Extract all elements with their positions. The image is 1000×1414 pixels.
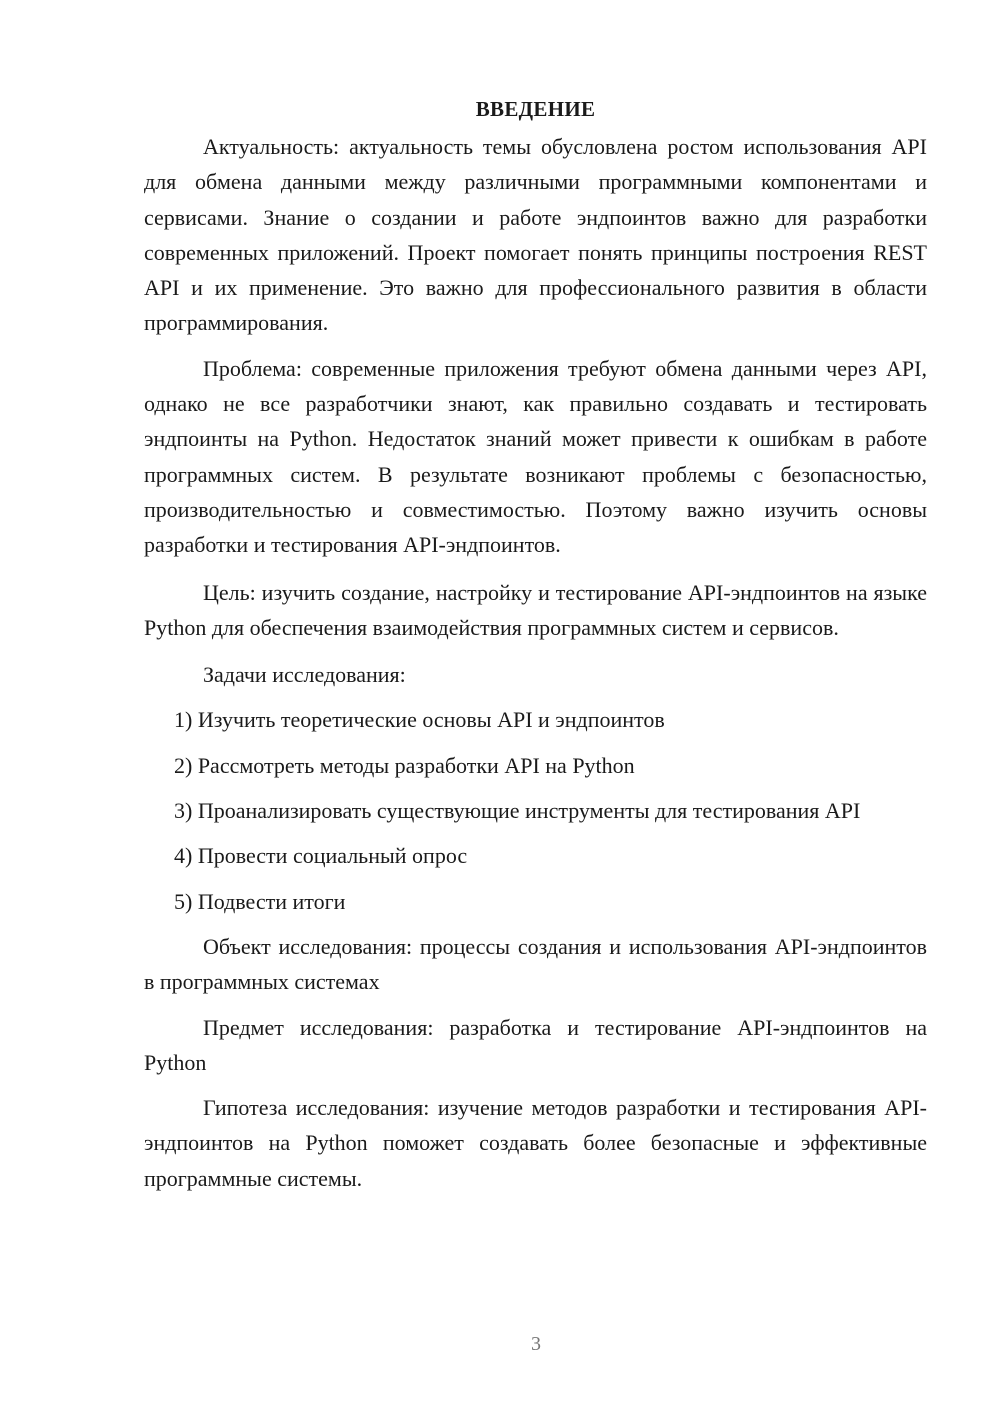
- tasks-heading: Задачи исследования:: [203, 662, 406, 688]
- list-item: 5) Подвести итоги: [174, 888, 346, 914]
- paragraph-problem: Проблема: современные приложения требуют обмена данными через API, однако не все разработчики знают, как правильно создавать и тестировать эндпоинты на Python. Недостаток знаний может привести к ошибкам в работе программных систем. В результате возникают проблемы с безопасностью, производительностью и совместимостью. Поэтому важно изучить основы разработки и тестирования API-эндпоинтов.: [144, 355, 927, 558]
- page-number: 3: [531, 1333, 541, 1355]
- paragraph-relevance: Актуальность: актуальность темы обусловлена ростом использования API для обмена данными между различными программными компонентами и сервисами. Знание о создании и работе эндпоинтов важно для разработки современных приложений. Проект помогает понять принципы построения REST API и их применение. Это важно для профессионального развития в области программирования.: [144, 134, 927, 336]
- list-item: 1) Изучить теоретические основы API и эндпоинтов: [174, 707, 665, 733]
- list-item: 3) Проанализировать существующие инструменты для тестирования API: [174, 798, 861, 824]
- list-item: 2) Рассмотреть методы разработки API на Python: [174, 752, 635, 778]
- tasks-list: [144, 702, 927, 918]
- page-title: ВВЕДЕНИЕ: [475, 97, 596, 121]
- paragraph-hypothesis: Гипотеза исследования: изучение методов разработки и тестирования API-эндпоинтов на Python поможет создавать более безопасные и эффективные программные системы.: [144, 1095, 927, 1191]
- list-item: 4) Провести социальный опрос: [174, 843, 468, 869]
- paragraph-goal: Цель: изучить создание, настройку и тестирование API-эндпоинтов на языке Python для обеспечения взаимодействия программных систем и сервисов.: [144, 579, 927, 640]
- page-content: [144, 92, 927, 1206]
- paragraph-subject: Предмет исследования: разработка и тестирование API-эндпоинтов на Python: [144, 1014, 927, 1075]
- paragraph-object: Объект исследования: процессы создания и использования API-эндпоинтов в программных системах: [144, 933, 927, 995]
